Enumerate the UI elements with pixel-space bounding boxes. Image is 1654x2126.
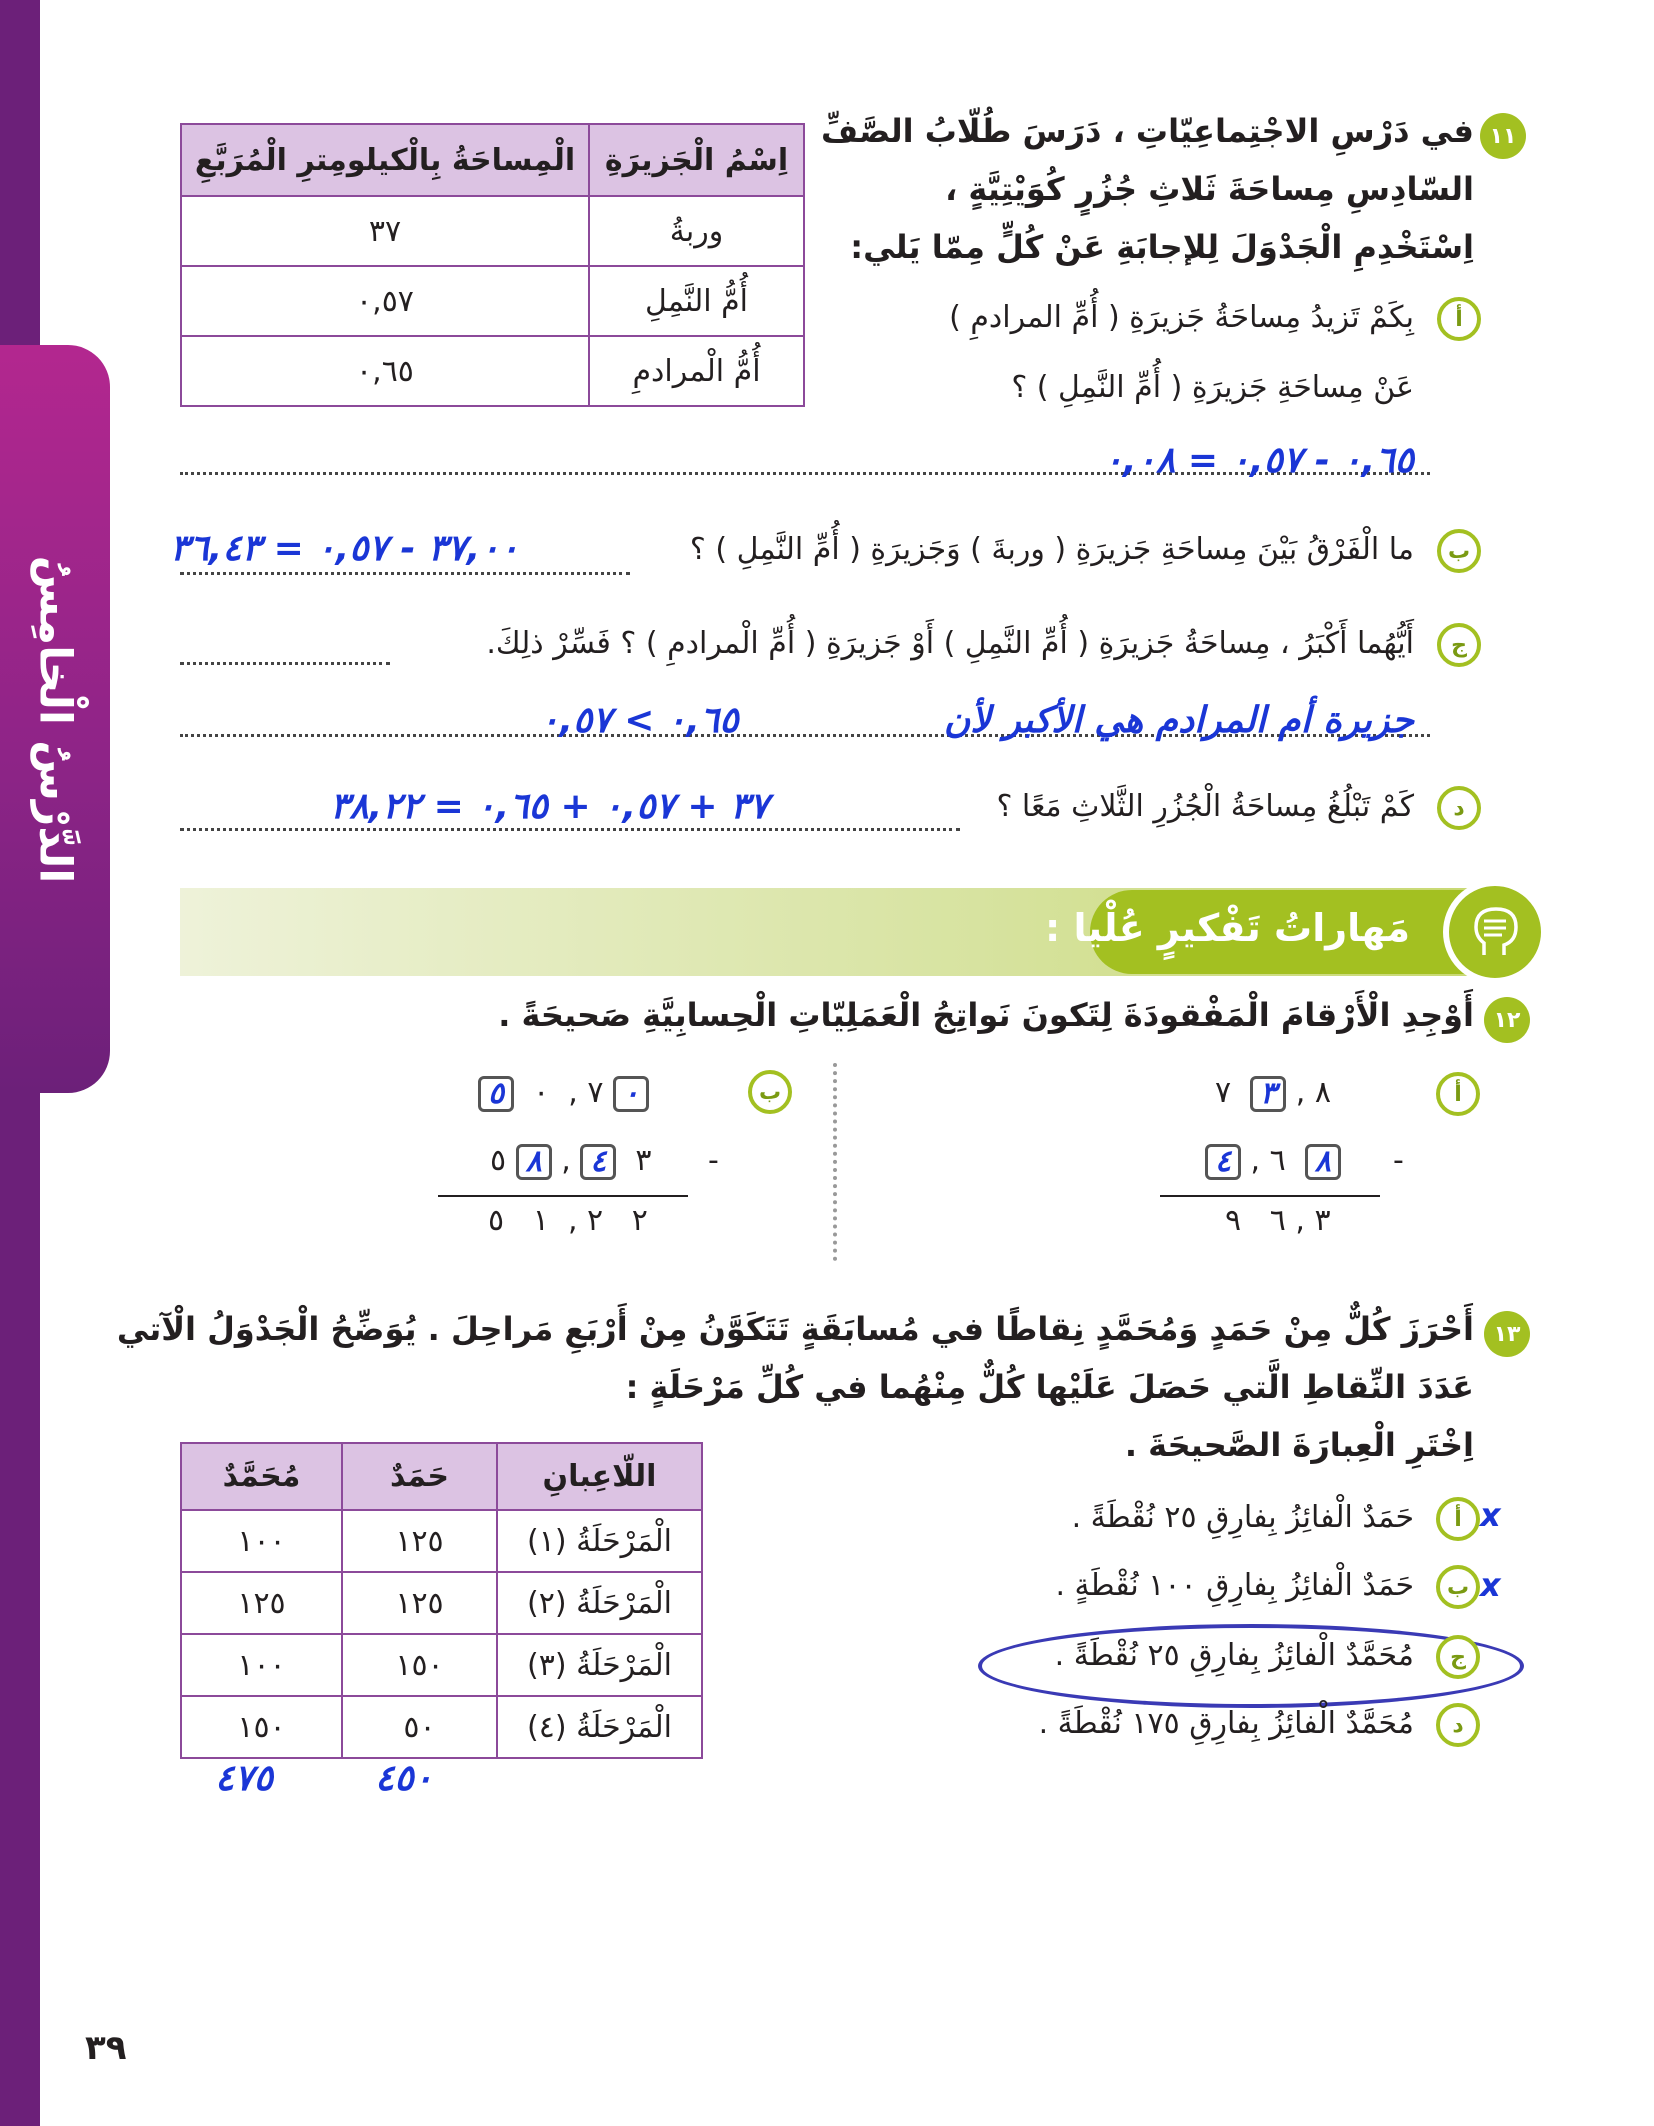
filled-digit-box: ٤	[580, 1144, 616, 1180]
decimal-comma: ,	[1295, 1203, 1305, 1238]
option-badge: ج	[1436, 1635, 1480, 1679]
table-cell: ١٥٠	[342, 1634, 497, 1696]
handwritten-total: ٤٥٠	[375, 1758, 434, 1799]
digit: ٥	[490, 1143, 507, 1178]
skills-title: مَهاراتُ تَفْكيرٍ عُلْيا :	[1045, 906, 1410, 950]
handwritten-x-mark: x	[1480, 1566, 1501, 1604]
option-badge: ب	[1436, 1565, 1480, 1609]
digit: ٩	[1225, 1203, 1242, 1238]
digit: ٥	[488, 1203, 505, 1238]
answer-dotted-line	[180, 662, 390, 665]
table-cell: ١٢٥	[342, 1510, 497, 1572]
table-cell: ١٢٥	[181, 1572, 342, 1634]
option-badge: د	[1437, 786, 1481, 830]
chapter-title: الدَّرْسُ الْخامِسُ	[29, 555, 81, 883]
question-text-line: اِسْتَخْدِمِ الْجَدْوَلَ لِلإجابَةِ عَنْ كُلٍّ مِمّا يَلي:	[850, 228, 1474, 266]
handwritten-answer: ٣٧,٠٠ - ٠,٥٧ = ٣٦,٤٣	[170, 528, 519, 569]
subtraction-row	[1205, 1143, 1341, 1180]
table-cell: ٠,٥٧	[181, 266, 589, 336]
answer-dotted-line	[180, 572, 630, 575]
part-text: أَيُّهُما أَكْبَرُ ، مِساحَةُ جَزيرَةِ ( أُمِّ النَّمِلِ ) أَوْ جَزيرَةِ ( أُمِّ الْمرادمِ ) ؟ فَسِّرْ ذلِكَ.	[486, 626, 1414, 661]
digit: ٣	[1314, 1203, 1331, 1238]
decimal-comma: ,	[1250, 1143, 1261, 1178]
table-cell: الْمَرْحَلَةُ (٤)	[497, 1696, 702, 1758]
table-row	[181, 196, 804, 266]
answer-dotted-line	[180, 828, 960, 831]
head-thinking-icon	[1443, 880, 1547, 984]
digit: ٢	[631, 1203, 648, 1238]
table-cell: ١٠٠	[181, 1634, 342, 1696]
digit: ٧	[1215, 1075, 1232, 1110]
option-badge: أ	[1437, 297, 1481, 341]
option-badge: د	[1436, 1703, 1480, 1747]
table-header-cell: اِسْمُ الْجَزيرَةِ	[589, 124, 804, 196]
option-badge: أ	[1436, 1072, 1480, 1116]
question-text-line: أَوْجِدِ الْأَرْقامَ الْمَفْقودَةَ لِتَكونَ نَواتِجُ الْعَمَلِيّاتِ الْحِسابِيَّةِ صَحيحَةً .	[498, 996, 1474, 1034]
filled-digit-box: ٥	[478, 1076, 514, 1112]
island-area-table	[180, 123, 805, 407]
handwritten-total: ٤٧٥	[215, 1758, 274, 1799]
part-text: بِكَمْ تَزيدُ مِساحَةُ جَزيرَةِ ( أُمِّ المرادمِ )	[949, 300, 1414, 335]
table-cell: ٣٧	[181, 196, 589, 266]
filled-digit-box: ٨	[1305, 1144, 1341, 1180]
table-cell: أُمُّ الْمرادمِ	[589, 336, 804, 406]
handwritten-x-mark: x	[1480, 1496, 1501, 1534]
table-cell: ١٢٥	[342, 1572, 497, 1634]
minus-sign: -	[1393, 1143, 1404, 1178]
decimal-comma: ,	[1295, 1075, 1306, 1110]
decimal-comma: ,	[567, 1203, 578, 1238]
question-number-badge: ١١	[1480, 113, 1526, 159]
table-header-cell: مُحَمَّدٌ	[181, 1443, 342, 1510]
handwritten-answer: جزيرة أم المرادم هي الأكبر لأن	[943, 700, 1414, 741]
question-text-line: أَحْرَزَ كُلٌّ مِنْ حَمَدٍ وَمُحَمَّدٍ نِقاطًا في مُسابَقَةٍ تَتَكَوَّنُ مِنْ أَرْبَعِ مَراحِلَ . يُوَضِّحُ الْجَدْوَلُ الْآتي	[116, 1310, 1474, 1348]
option-text: حَمَدٌ الْفائِزُ بِفارِقِ ١٠٠ نُقْطَةٍ .	[1055, 1568, 1414, 1603]
part-text: كَمْ تَبْلُغُ مِساحَةُ الْجُزُرِ الثَّلاثِ مَعًا ؟	[996, 789, 1414, 824]
digit: ٣	[635, 1143, 652, 1178]
table-header-cell: الْمِساحَةُ بِالْكيلومِترِ الْمُرَبَّعِ	[181, 124, 589, 196]
table-row	[181, 1572, 702, 1634]
table-cell: ١٠٠	[181, 1510, 342, 1572]
result-row	[1225, 1203, 1331, 1238]
option-badge: ب	[748, 1070, 792, 1114]
option-text: حَمَدٌ الْفائِزُ بِفارِقِ ٢٥ نُقْطَةً .	[1071, 1500, 1414, 1535]
filled-digit-box: ٣	[1250, 1076, 1286, 1112]
filled-digit-box: ٠	[613, 1076, 649, 1112]
table-cell: ٥٠	[342, 1696, 497, 1758]
table-cell: أُمُّ النَّمِلِ	[589, 266, 804, 336]
table-cell: الْمَرْحَلَةُ (١)	[497, 1510, 702, 1572]
table-row	[181, 266, 804, 336]
table-header-cell: اللّاعِبانِ	[497, 1443, 702, 1510]
question-number-badge: ١٣	[1484, 1311, 1530, 1357]
subtraction-row	[478, 1075, 649, 1112]
table-row	[181, 1510, 702, 1572]
part-text: ما الْفَرْقُ بَيْنَ مِساحَةِ جَزيرَةِ ( وربةَ ) وَجَزيرَةِ ( أُمِّ النَّمِلِ ) ؟	[689, 532, 1414, 567]
option-badge: أ	[1436, 1497, 1480, 1541]
table-header-cell: حَمَدٌ	[342, 1443, 497, 1510]
handwritten-answer: ٠,٦٥ > ٠,٥٧	[540, 700, 739, 741]
table-row	[181, 336, 804, 406]
digit: ٧	[587, 1075, 604, 1110]
part-text: عَنْ مِساحَةِ جَزيرَةِ ( أُمِّ النَّمِلِ ) ؟	[1011, 370, 1414, 405]
digit: ٦	[1269, 1203, 1286, 1238]
subtraction-row	[1215, 1075, 1331, 1112]
question-text-line: السّادِسِ مِساحَةَ ثَلاثِ جُزُرٍ كُوَيْتِيَّةٍ ،	[945, 170, 1474, 208]
handwritten-answer: ٠,٦٥ - ٠,٥٧ = ٠,٠٨	[1103, 440, 1414, 481]
option-badge: ج	[1437, 623, 1481, 667]
filled-digit-box: ٨	[516, 1144, 552, 1180]
table-cell: الْمَرْحَلَةُ (٢)	[497, 1572, 702, 1634]
minus-sign: -	[708, 1143, 719, 1178]
digit: ٦	[1269, 1143, 1286, 1178]
sum-line	[1160, 1195, 1380, 1197]
question-number-badge: ١٢	[1484, 997, 1530, 1043]
column-separator	[833, 1063, 837, 1261]
table-row	[181, 1696, 702, 1758]
result-row	[488, 1203, 648, 1238]
decimal-comma: ,	[561, 1143, 571, 1178]
question-text-line: عَدَدَ النِّقاطِ الَّتي حَصَلَ عَلَيْها كُلٌّ مِنْهُما في كُلِّ مَرْحَلَةٍ :	[625, 1368, 1474, 1406]
table-cell: ٠,٦٥	[181, 336, 589, 406]
table-cell: وربةُ	[589, 196, 804, 266]
points-table	[180, 1442, 703, 1759]
table-cell: ١٥٠	[181, 1696, 342, 1758]
handwritten-answer: ٣٧ + ٠,٥٧ + ٠,٦٥ = ٣٨,٢٢	[330, 786, 769, 827]
digit: ٠	[533, 1075, 550, 1110]
filled-digit-box: ٤	[1205, 1144, 1241, 1180]
digit: ٨	[1314, 1075, 1331, 1110]
table-cell: الْمَرْحَلَةُ (٣)	[497, 1634, 702, 1696]
subtraction-row	[490, 1143, 652, 1180]
table-row	[181, 1634, 702, 1696]
option-text: مُحَمَّدٌ الْفائِزُ بِفارِقِ ١٧٥ نُقْطَةً .	[1038, 1706, 1414, 1741]
digit: ٢	[587, 1203, 604, 1238]
question-text-line: اِخْتَرِ الْعِبارَةَ الصَّحيحَةَ .	[1124, 1426, 1474, 1464]
sum-line	[438, 1195, 688, 1197]
decimal-comma: ,	[568, 1075, 578, 1110]
question-text-line: في دَرْسِ الاجْتِماعِيّاتِ ، دَرَسَ طُلّابُ الصَّفِّ	[820, 112, 1474, 150]
option-badge: ب	[1437, 529, 1481, 573]
option-text: مُحَمَّدٌ الْفائِزُ بِفارِقِ ٢٥ نُقْطَةً .	[1054, 1638, 1414, 1673]
page-number: ٣٩	[85, 2028, 127, 2068]
digit: ١	[532, 1203, 549, 1238]
